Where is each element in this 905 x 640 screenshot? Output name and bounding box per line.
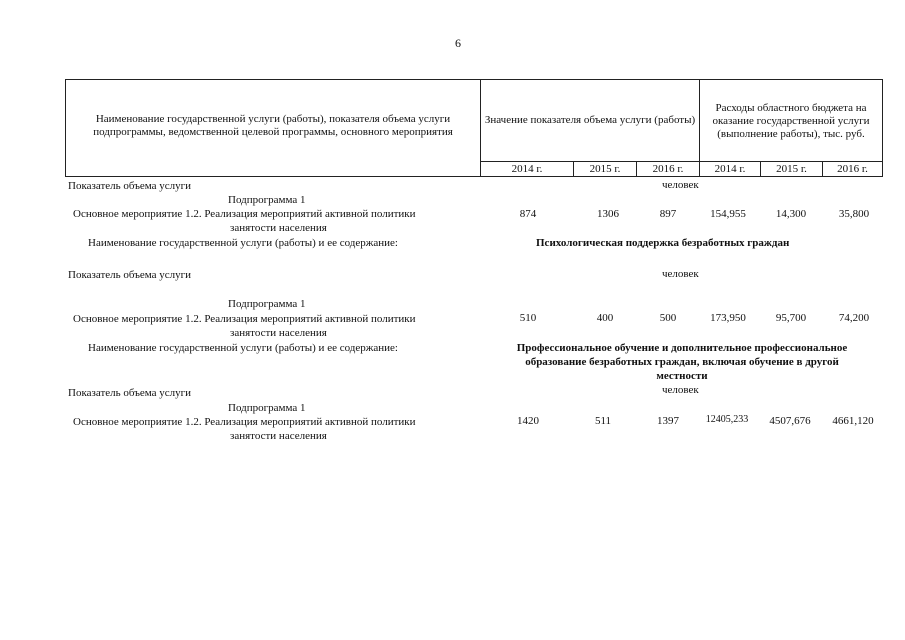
- service-label: Наименование государственной услуги (работы) и ее содержание:: [88, 342, 398, 354]
- volume-value-2016: 500: [659, 312, 677, 324]
- activity-label: занятости населения: [230, 327, 327, 339]
- year-header: 2016 г.: [652, 163, 684, 175]
- service-name: местности: [656, 370, 708, 382]
- cost-value-2016: 74,200: [838, 312, 870, 324]
- indicator-label: Показатель объема услуги: [68, 180, 192, 192]
- cost-value-2016: 35,800: [838, 208, 870, 220]
- activity-label: Основное мероприятие 1.2. Реализация мероприятий активной политики: [73, 208, 416, 220]
- activity-label: занятости населения: [230, 222, 327, 234]
- cost-value-2015: 95,700: [775, 312, 807, 324]
- header-col-budget-costs: Расходы областного бюджета на оказание государственной услуги (выполнение работы), тыс. руб.: [712, 101, 870, 140]
- header-col-service-name: Наименование государственной услуги (работы), показателя объема услуги подпрограммы, ведомственной целевой программы, основного мероприятия: [93, 113, 453, 138]
- volume-value-2014: 1420: [517, 415, 539, 427]
- volume-value-2014: 874: [519, 208, 537, 220]
- year-header: 2015 г.: [776, 163, 807, 175]
- unit-label: человек: [662, 268, 699, 280]
- volume-value-2016: 1397: [657, 415, 679, 427]
- volume-value-2015: 400: [596, 312, 614, 324]
- indicator-label: Показатель объема услуги: [68, 387, 192, 399]
- unit-label: человек: [662, 384, 699, 396]
- service-label: Наименование государственной услуги (работы) и ее содержание:: [88, 237, 398, 249]
- header-col-volume-values: Значение показателя объема услуги (работы): [484, 113, 696, 126]
- table-right-border: [882, 79, 883, 177]
- cost-value-2014: 12405,233: [705, 414, 749, 425]
- indicator-label: Показатель объема услуги: [68, 269, 192, 281]
- cost-value-2014: 154,955: [710, 208, 746, 220]
- activity-label: Основное мероприятие 1.2. Реализация мероприятий активной политики: [73, 313, 416, 325]
- cost-value-2015: 4507,676: [769, 415, 811, 427]
- year-header: 2015 г.: [589, 163, 621, 175]
- cost-value-2015: 14,300: [775, 208, 807, 220]
- year-header: 2014 г.: [714, 163, 746, 175]
- table-top-border: [65, 79, 883, 80]
- table-left-border: [65, 79, 66, 177]
- subprogram-label: Подпрограмма 1: [228, 194, 306, 206]
- service-name: образование безработных граждан, включая обучение в другой: [525, 356, 839, 368]
- year-header: 2016 г.: [837, 163, 868, 175]
- cost-value-2014: 173,950: [710, 312, 746, 324]
- service-name: Профессиональное обучение и дополнительное профессиональное: [516, 342, 848, 354]
- volume-value-2014: 510: [519, 312, 537, 324]
- service-name: Психологическая поддержка безработных граждан: [536, 237, 790, 249]
- volume-value-2015: 511: [594, 415, 612, 427]
- volume-value-2016: 897: [659, 208, 677, 220]
- subprogram-label: Подпрограмма 1: [228, 298, 306, 310]
- unit-label: человек: [662, 179, 699, 191]
- page-number: 6: [455, 36, 461, 50]
- activity-label: Основное мероприятие 1.2. Реализация мероприятий активной политики: [73, 416, 416, 428]
- year-header: 2014 г.: [511, 163, 543, 175]
- subprogram-label: Подпрограмма 1: [228, 402, 306, 414]
- activity-label: занятости населения: [230, 430, 327, 442]
- volume-value-2015: 1306: [597, 208, 619, 220]
- cost-value-2016: 4661,120: [832, 415, 874, 427]
